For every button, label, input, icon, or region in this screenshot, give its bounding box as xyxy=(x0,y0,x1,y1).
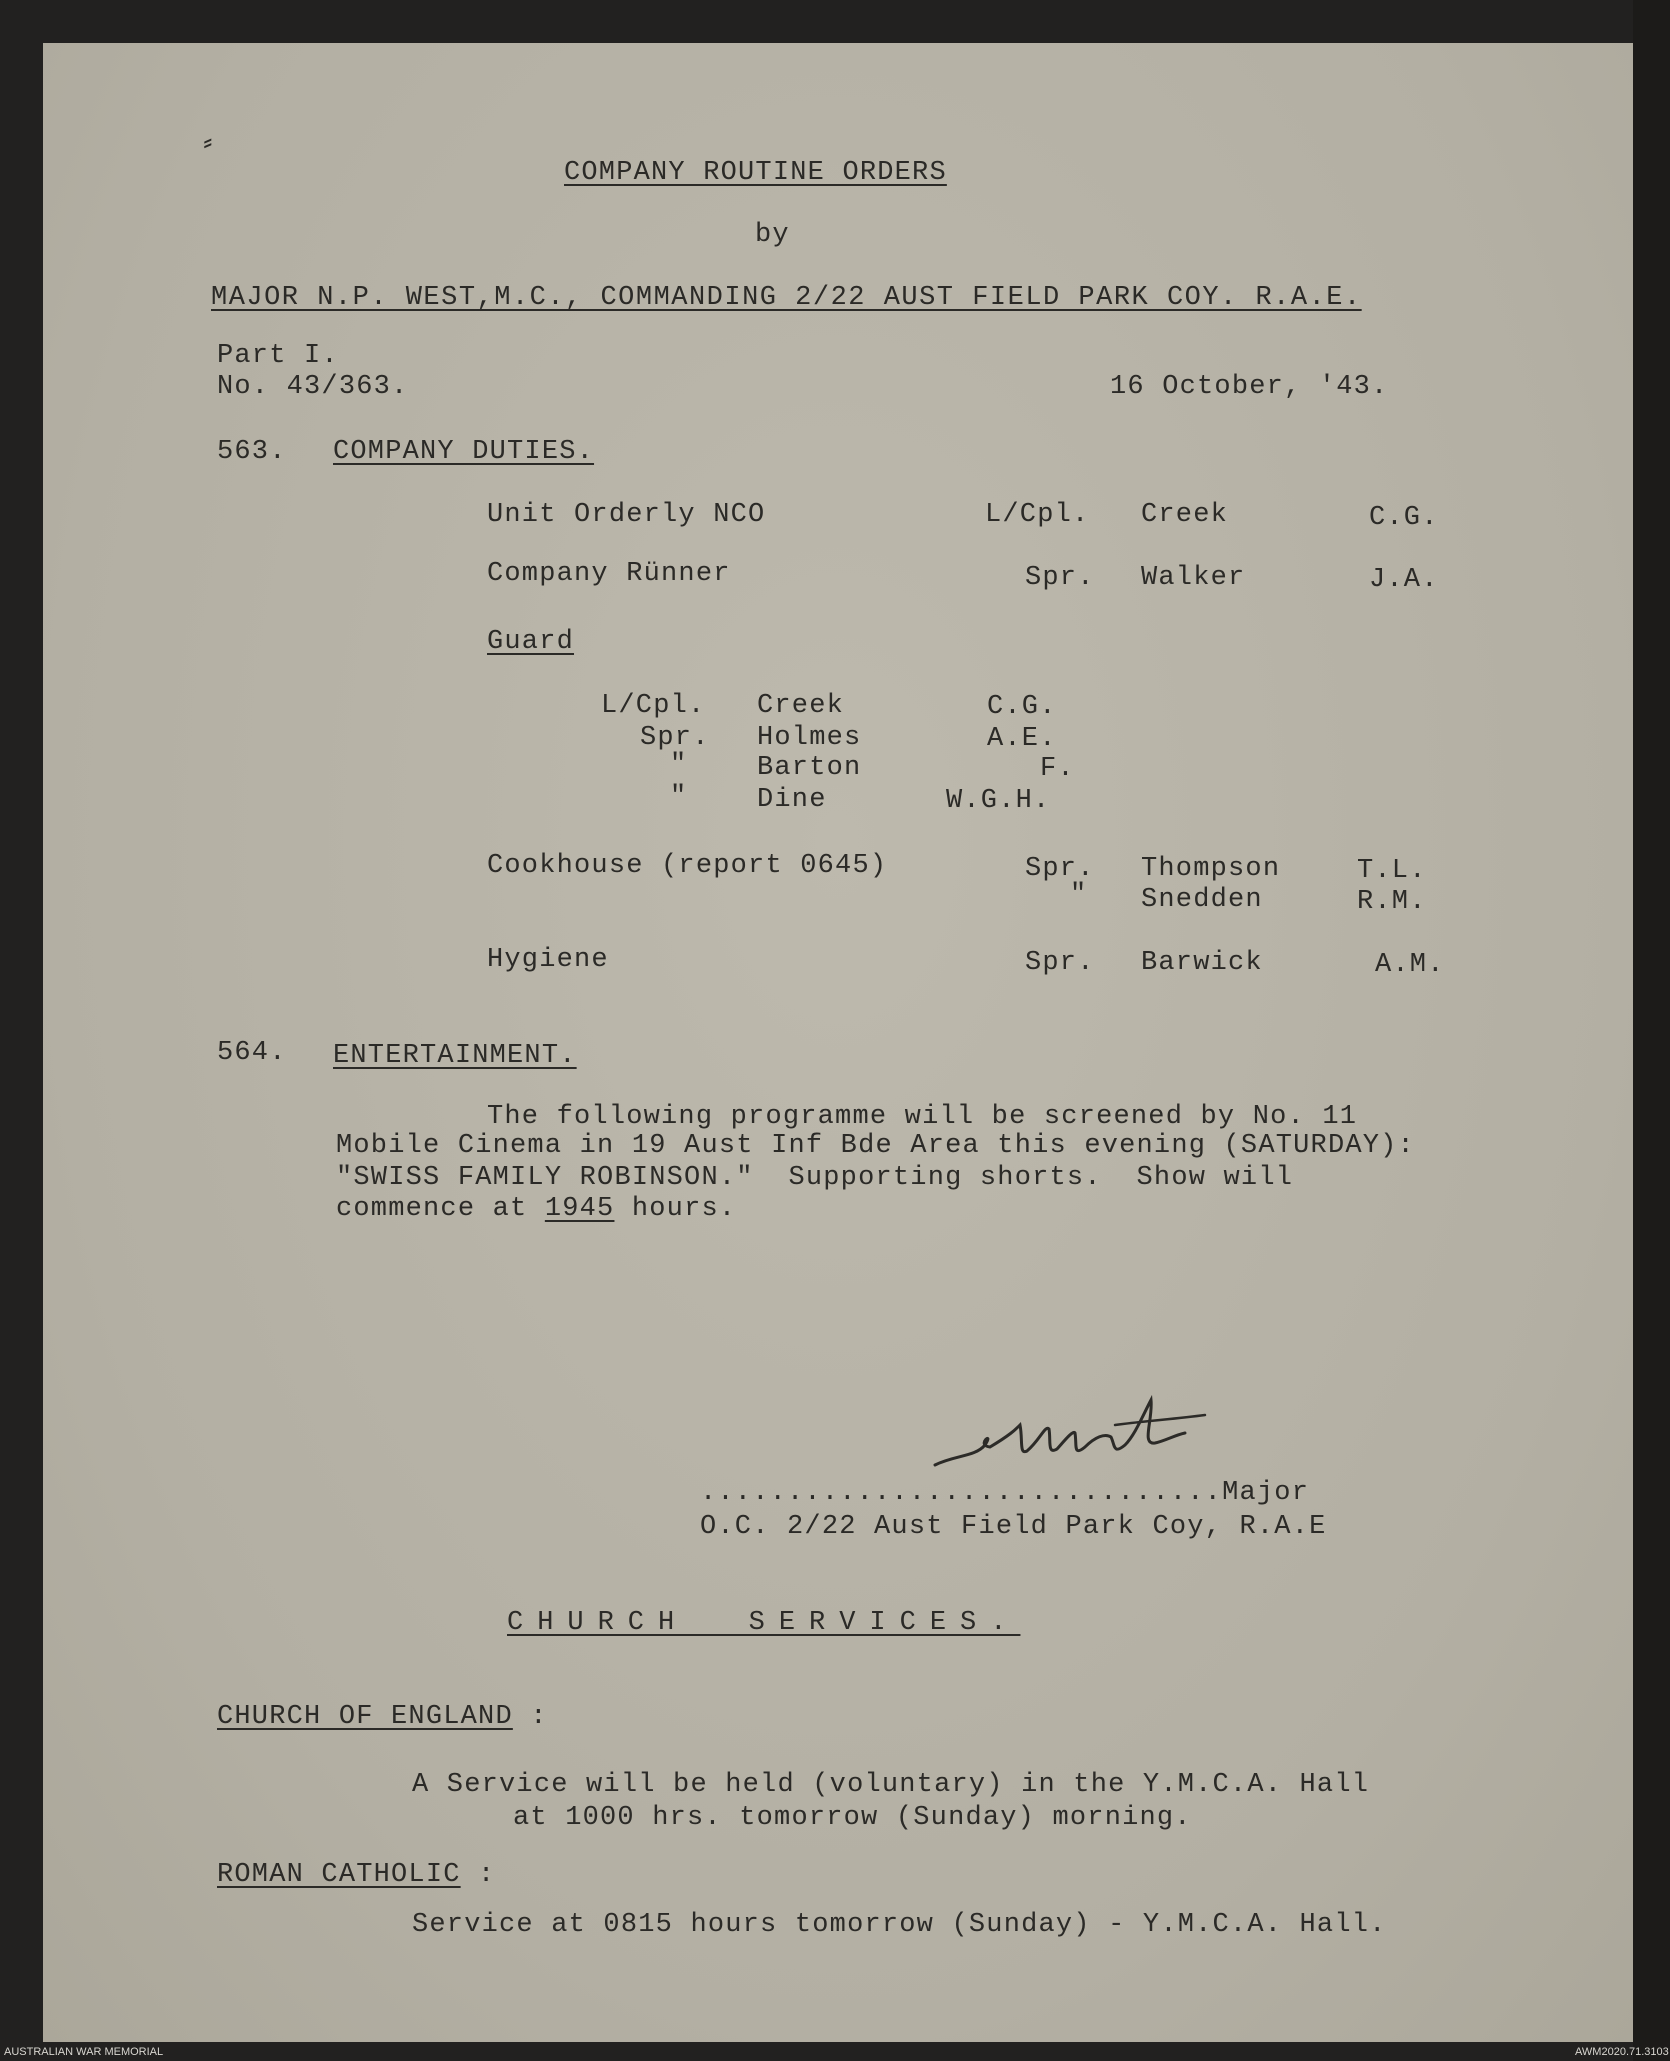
duty-rank: Spr. xyxy=(1025,563,1095,593)
denomination-name: CHURCH OF ENGLAND xyxy=(217,1702,513,1732)
duty-initials: C.G. xyxy=(1369,503,1439,533)
duty-name: Barwick xyxy=(1141,948,1263,978)
duty-initials: R.M. xyxy=(1357,887,1427,917)
text-span: : xyxy=(530,1702,548,1732)
guard-name: Barton xyxy=(757,753,862,783)
paragraph-line: Service at 0815 hours tomorrow (Sunday) - Y.M.C.A. Hall. xyxy=(412,1910,1387,1940)
section-number: 564. xyxy=(217,1038,287,1068)
guard-name: Holmes xyxy=(757,723,862,753)
duty-initials: T.L. xyxy=(1357,856,1427,886)
signature-line: ..............................Major xyxy=(700,1478,1310,1508)
text-span: : xyxy=(478,1860,496,1890)
guard-rank: " xyxy=(670,782,688,812)
order-number: No. 43/363. xyxy=(217,372,409,402)
paragraph-line: The following programme will be screened by No. 11 xyxy=(487,1102,1358,1132)
duty-role: Company Rünner xyxy=(487,559,731,589)
guard-rank: L/Cpl. xyxy=(601,691,706,721)
denomination xyxy=(217,1862,495,1889)
order-date: 16 October, '43. xyxy=(1110,372,1389,402)
duty-role: Unit Orderly NCO xyxy=(487,500,766,530)
paragraph-line: at 1000 hrs. tomorrow (Sunday) morning. xyxy=(513,1803,1192,1833)
signature-unit: O.C. 2/22 Aust Field Park Coy, R.A.E xyxy=(700,1512,1327,1542)
denomination xyxy=(217,1704,548,1731)
ink-mark: ⸗ xyxy=(200,128,216,158)
commander-line: MAJOR N.P. WEST,M.C., COMMANDING 2/22 AUST FIELD PARK COY. R.A.E. xyxy=(211,283,1362,313)
paragraph-line: A Service will be held (voluntary) in the Y.M.C.A. Hall xyxy=(412,1770,1370,1800)
guard-name: Dine xyxy=(757,785,827,815)
show-time: 1945 xyxy=(544,1194,615,1224)
guard-initials: F. xyxy=(1040,754,1075,784)
duty-role: Cookhouse (report 0645) xyxy=(487,851,888,881)
duty-name: Walker xyxy=(1141,563,1246,593)
duty-name: Creek xyxy=(1141,500,1229,530)
duty-initials: J.A. xyxy=(1369,565,1439,595)
guard-rank: Spr. xyxy=(640,723,710,753)
section-number: 563. xyxy=(217,437,287,467)
section-heading: COMPANY DUTIES. xyxy=(333,437,595,467)
guard-name: Creek xyxy=(757,691,845,721)
duty-role: Hygiene xyxy=(487,945,609,975)
page-title: COMPANY ROUTINE ORDERS xyxy=(564,158,947,188)
guard-initials: W.G.H. xyxy=(946,786,1051,816)
text-span: hours. xyxy=(614,1194,737,1224)
duty-rank: L/Cpl. xyxy=(985,500,1090,530)
duty-rank: Spr. xyxy=(1025,854,1095,884)
scan-border xyxy=(1633,0,1670,2061)
paragraph-line: Mobile Cinema in 19 Aust Inf Bde Area this evening (SATURDAY): xyxy=(336,1131,1415,1161)
by-line: by xyxy=(755,220,790,250)
part-label: Part I. xyxy=(217,341,339,371)
section-heading: ENTERTAINMENT. xyxy=(333,1041,577,1071)
guard-initials: A.E. xyxy=(987,724,1057,754)
guard-heading: Guard xyxy=(487,627,575,657)
paragraph-line: "SWISS FAMILY ROBINSON." Supporting shorts. Show will xyxy=(336,1163,1294,1193)
text-span: commence at xyxy=(336,1194,545,1224)
duty-name: Snedden xyxy=(1141,885,1263,915)
paragraph-line xyxy=(336,1196,736,1223)
duty-rank: Spr. xyxy=(1025,948,1095,978)
footer-source: AUSTRALIAN WAR MEMORIAL xyxy=(4,2046,164,2058)
church-heading: CHURCH SERVICES. xyxy=(507,1608,1021,1638)
duty-initials: A.M. xyxy=(1375,950,1445,980)
duty-name: Thompson xyxy=(1141,854,1281,884)
duty-rank: " xyxy=(1070,880,1088,910)
denomination-name: ROMAN CATHOLIC xyxy=(217,1860,461,1890)
footer-id: AWM2020.71.3103 xyxy=(1575,2046,1669,2058)
guard-initials: C.G. xyxy=(987,692,1057,722)
guard-rank: " xyxy=(670,750,688,780)
